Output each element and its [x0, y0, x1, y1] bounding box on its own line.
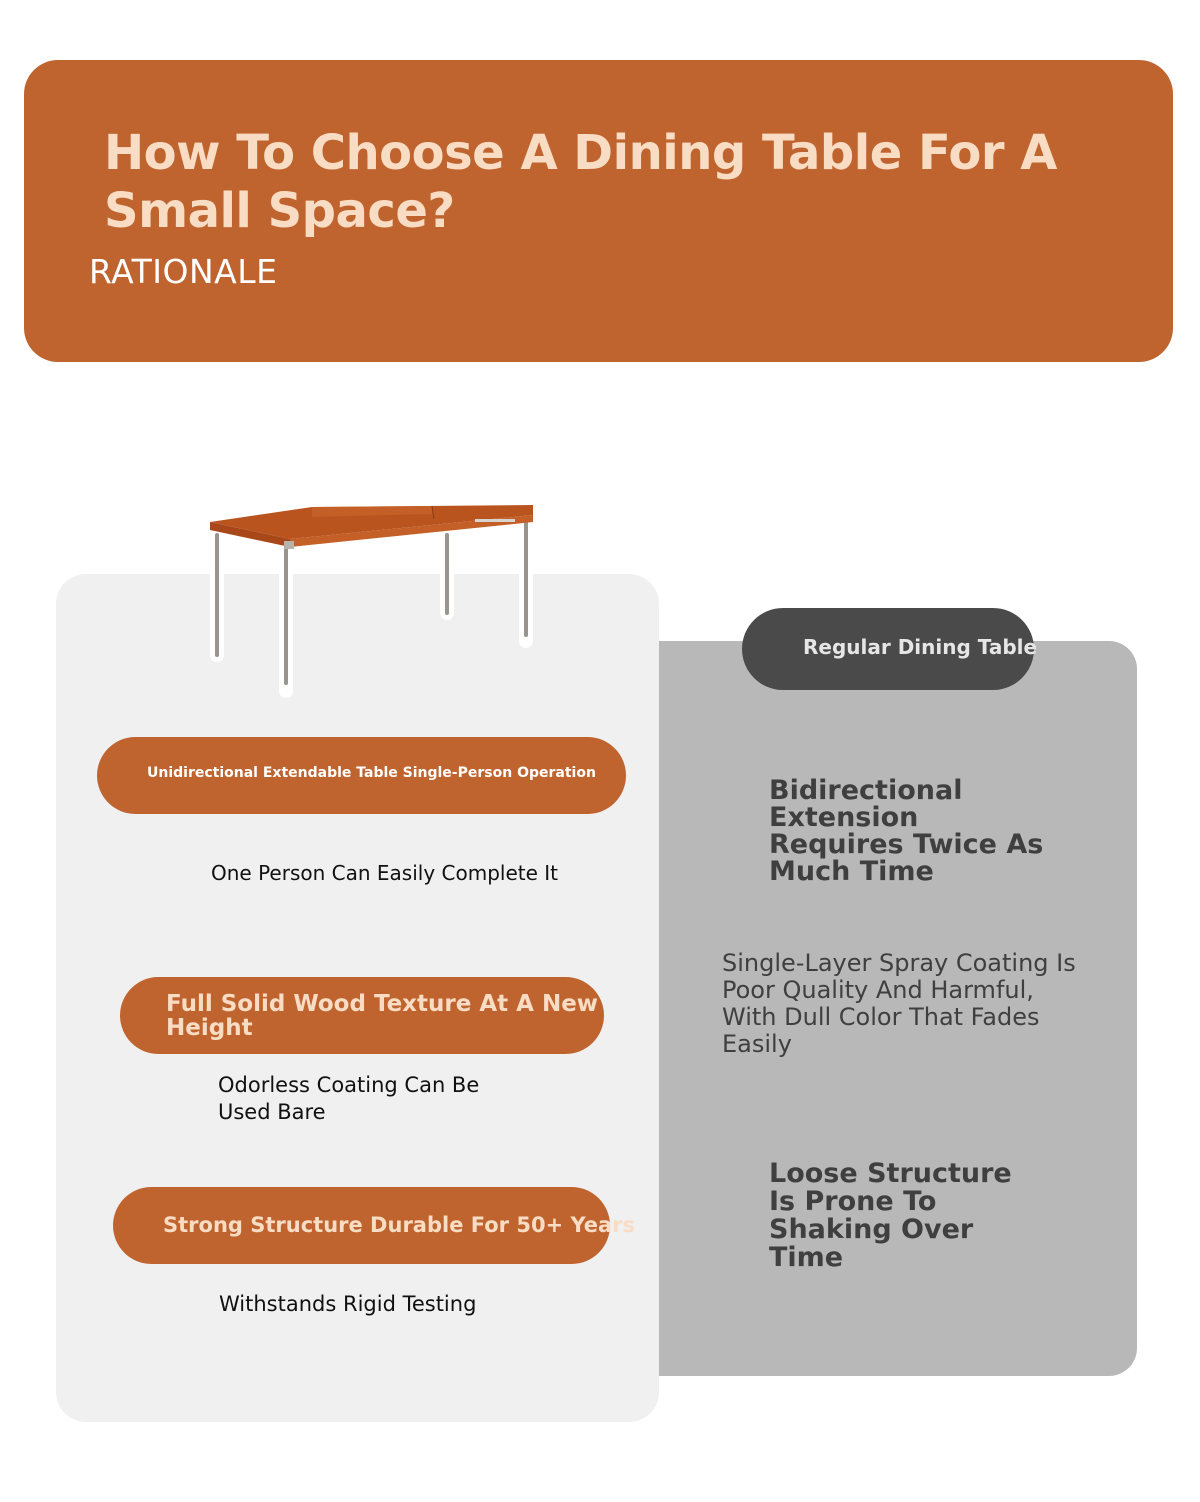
feature-label-structure: Strong Structure Durable For 50+ Years — [113, 1187, 610, 1264]
page-title: How To Choose A Dining Table For A Small Space? — [104, 125, 1057, 239]
extendable-dining-table-illustration — [200, 495, 545, 705]
comparison-point-coating: Single-Layer Spray Coating Is Poor Quality And Harmful, With Dull Color That Fades Easily — [722, 949, 1076, 1058]
comparison-point-extension: Bidirectional Extension Requires Twice As Much Time — [769, 775, 1044, 887]
feature-description-extendable: One Person Can Easily Complete It — [211, 861, 559, 885]
feature-description-solid-wood: Odorless Coating Can Be Used Bare — [218, 1073, 480, 1124]
feature-label-extendable: Unidirectional Extendable Table Single-Person Operation — [97, 737, 626, 814]
regular-table-label: Regular Dining Table — [742, 608, 1034, 690]
feature-description-structure: Withstands Rigid Testing — [219, 1292, 477, 1316]
page-subtitle: RATIONALE — [89, 252, 278, 291]
feature-label-solid-wood: Full Solid Wood Texture At A New Height — [120, 977, 604, 1054]
comparison-point-structure: Loose Structure Is Prone To Shaking Over Time — [769, 1158, 1012, 1273]
